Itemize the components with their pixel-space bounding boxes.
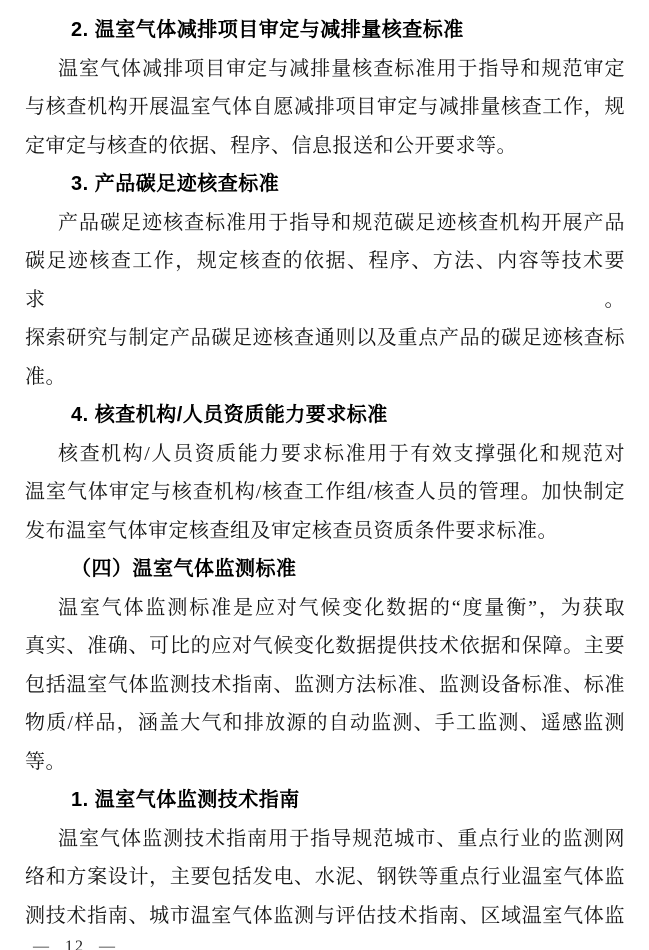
section-heading-ghg-monitoring-standards: （四）温室气体监测标准 <box>71 558 297 580</box>
text-line: 准。 <box>25 365 66 388</box>
section-heading-verifier-qualification: 4. 核查机构/人员资质能力要求标准 <box>71 404 388 426</box>
section-heading-product-carbon-footprint: 3. 产品碳足迹核查标准 <box>71 173 280 195</box>
paragraph-verifier-qualification <box>25 435 625 551</box>
text-line: 定审定与核查的依据、程序、信息报送和公开要求等。 <box>25 134 517 157</box>
text-line: 温室气体监测标准是应对气候变化数据的“度量衡”，为获取 <box>58 596 625 619</box>
text-line: 与核查机构开展温室气体自愿减排项目审定与减排量核查工作，规 <box>25 96 625 118</box>
page-number: — 12 — <box>33 938 117 950</box>
text-line: 碳足迹核查工作，规定核查的依据、程序、方法、内容等技术要求。 <box>25 250 625 311</box>
section-heading-ghg-reduction-verification: 2. 温室气体减排项目审定与减排量核查标准 <box>71 19 464 41</box>
paragraph-ghg-monitoring-standards <box>25 589 625 782</box>
text-line: 物质/样品，涵盖大气和排放源的自动监测、手工监测、遥感监测 <box>25 712 625 734</box>
text-line: 核查机构/人员资质能力要求标准用于有效支撑强化和规范对 <box>58 442 625 465</box>
text-line: 温室气体减排项目审定与减排量核查标准用于指导和规范审定 <box>58 57 625 80</box>
text-line: 真实、准确、可比的应对气候变化数据提供技术依据和保障。主要 <box>25 635 625 657</box>
text-line: 络和方案设计，主要包括发电、水泥、钢铁等重点行业温室气体监 <box>25 866 625 888</box>
section-heading-monitoring-technical-guide: 1. 温室气体监测技术指南 <box>71 789 300 811</box>
text-line: 等。 <box>25 750 66 773</box>
text-line: 发布温室气体审定核查组及审定核查员资质条件要求标准。 <box>25 519 558 542</box>
text-line: 温室气体监测技术指南用于指导规范城市、重点行业的监测网 <box>58 827 625 850</box>
text-line: 温室气体审定与核查机构/核查工作组/核查人员的管理。加快制定 <box>25 481 625 503</box>
text-line: 包括温室气体监测技术指南、监测方法标准、监测设备标准、标准 <box>25 673 625 696</box>
text-line: 测技术指南、城市温室气体监测与评估技术指南、区域温室气体监 <box>25 904 625 927</box>
paragraph-monitoring-technical-guide <box>25 820 625 936</box>
text-line: 探索研究与制定产品碳足迹核查通则以及重点产品的碳足迹核查标 <box>25 327 625 349</box>
text-line: 产品碳足迹核查标准用于指导和规范碳足迹核查机构开展产品 <box>58 211 625 234</box>
paragraph-product-carbon-footprint <box>25 204 625 397</box>
paragraph-ghg-reduction-verification <box>25 50 625 166</box>
